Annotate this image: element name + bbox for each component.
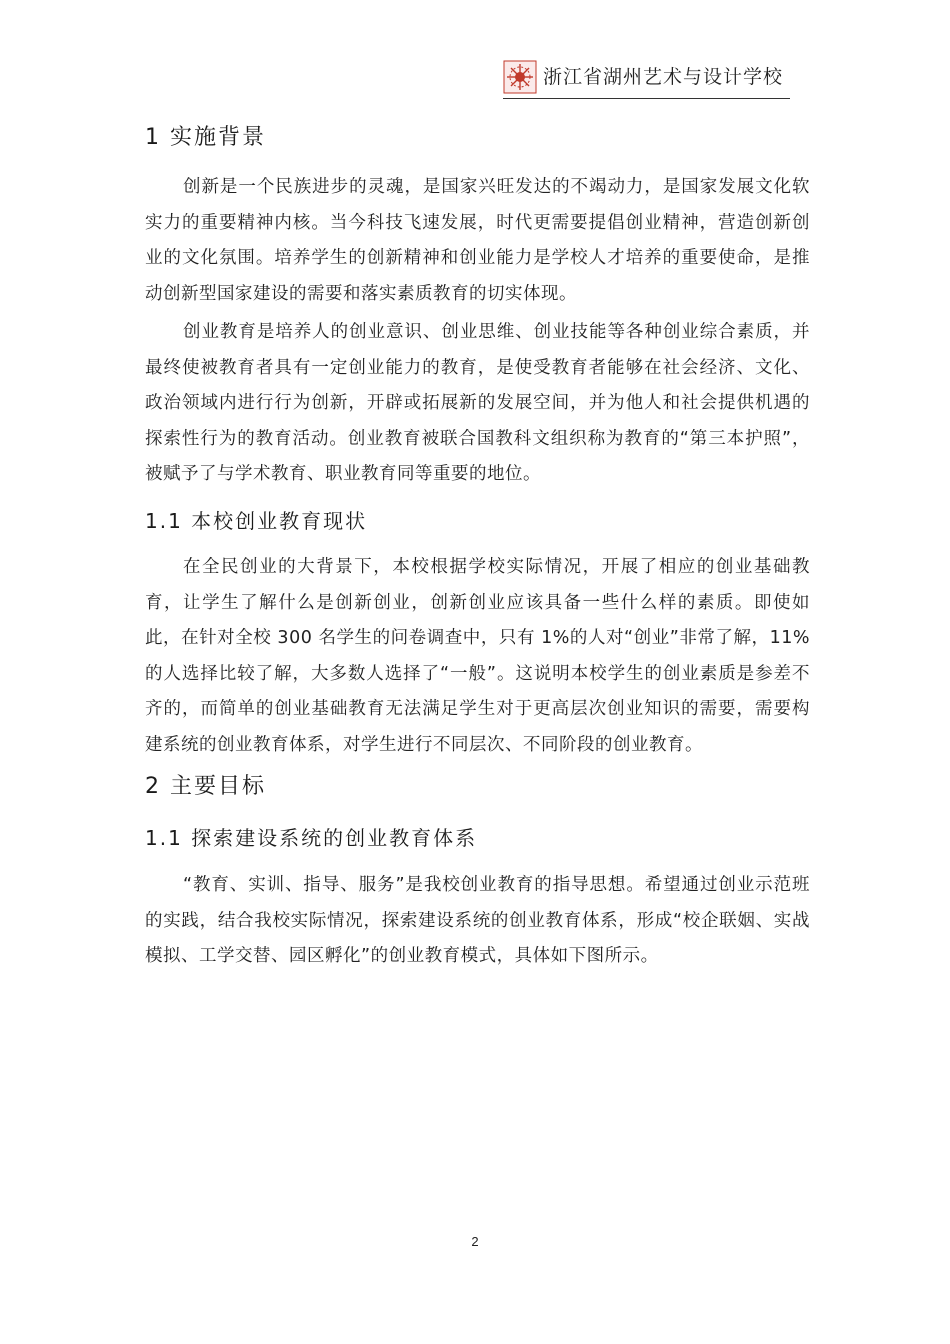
school-logo-icon [503,60,537,94]
section-1-paragraph-2: 创业教育是培养人的创业意识、创业思维、创业技能等各种创业综合素质，并最终使被教育者具有一定创业能力的教育，是使受教育者能够在社会经济、文化、政治领域内进行行为创新，开辟或拓展新的发展空间，并为他人和社会提供机遇的探索性行为的教育活动。创业教育被联合国教科文组织称为教育的“第三本护照”，被赋予了与学术教育、职业教育同等重要的地位。 [145,322,810,484]
page-header [503,58,793,98]
page-number: 2 [471,1234,479,1249]
section-1-1-paragraph: 在全民创业的大背景下，本校根据学校实际情况，开展了相应的创业基础教育，让学生了解什么是创新创业，创新创业应该具备一些什么样的素质。即使如此，在针对全校 300 名学生的问卷调查中，只有 1%的人对“创业”非常了解，11%的人选择比较了解，大多数人选择了“一般”。这说明本校学生的创业素质是参差不齐的，而简单的创业基础教育无法满足学生对于更高层次创业知识的需要，需要构建系统的创业教育体系，对学生进行不同层次、不同阶段的创业教育。 [145,557,810,755]
section-1-paragraph-1: 创新是一个民族进步的灵魂，是国家兴旺发达的不竭动力，是国家发展文化软实力的重要精神内核。当今科技飞速发展，时代更需要提倡创业精神，营造创新创业的文化氛围。培养学生的创新精神和创业能力是学校人才培养的重要使命，是推动创新型国家建设的需要和落实素质教育的切实体现。 [145,177,810,304]
section-2-heading: 2 主要目标 [145,774,266,799]
school-name: 浙江省湖州艺术与设计学校 [543,66,784,88]
section-2-1-paragraph: “教育、实训、指导、服务”是我校创业教育的指导思想。希望通过创业示范班的实践，结合我校实际情况，探索建设系统的创业教育体系，形成“校企联姻、实战模拟、工学交替、园区孵化”的创业教育模式，具体如下图所示。 [145,875,810,966]
section-2-1-heading: 1.1 探索建设系统的创业教育体系 [145,826,478,850]
section-1-1-heading: 1.1 本校创业教育现状 [145,509,368,533]
header-divider [503,98,790,99]
section-1-heading: 1 实施背景 [145,125,266,150]
